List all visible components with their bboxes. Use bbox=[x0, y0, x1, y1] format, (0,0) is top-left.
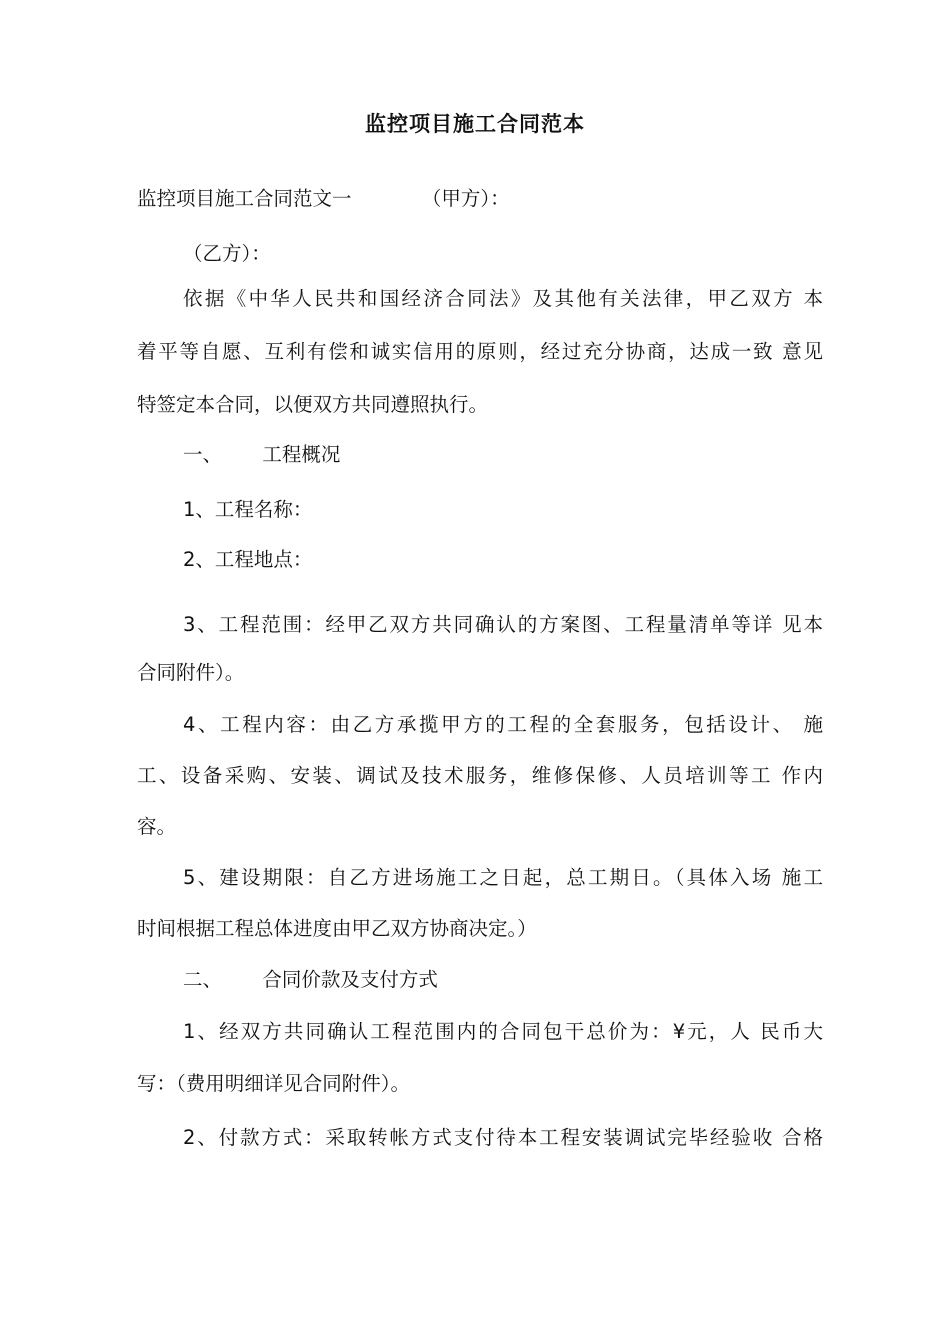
intro-line-3: 特签定本合同，以便双方共同遵照执行。 bbox=[137, 393, 489, 416]
item-4-line-3: 容。 bbox=[137, 815, 177, 838]
item-1-project-name: 1、工程名称： bbox=[183, 498, 313, 521]
payment-1-line-2: 写：（费用明细详见合同附件）。 bbox=[137, 1072, 411, 1095]
section-2-number: 二、 bbox=[183, 968, 223, 991]
payment-1-line-1: 1、经双方共同确认工程范围内的合同包干总价为：¥元，人 民币大 bbox=[183, 1020, 823, 1043]
item-3-line-2: 合同附件）。 bbox=[137, 661, 245, 684]
item-5-line-1: 5、建设期限：自乙方进场施工之日起，总工期日。（具体入场 施工 bbox=[183, 866, 823, 889]
party-a-label: （甲方）： bbox=[421, 187, 510, 210]
item-3-line-1: 3、工程范围：经甲乙双方共同确认的方案图、工程量清单等详 见本 bbox=[183, 613, 823, 636]
section-2-title: 合同价款及支付方式 bbox=[262, 968, 438, 991]
item-4-line-1: 4、工程内容：由乙方承揽甲方的工程的全套服务，包括设计、 施 bbox=[183, 713, 823, 736]
section-2-heading bbox=[183, 967, 883, 993]
intro-line-2: 着平等自愿、互利有偿和诚实信用的原则，经过充分协商，达成一致 意见 bbox=[137, 340, 823, 363]
party-b-label: （乙方）： bbox=[183, 242, 271, 265]
intro-line-1: 依据《中华人民共和国经济合同法》及其他有关法律，甲乙双方 本 bbox=[183, 287, 823, 310]
subtitle-text: 监控项目施工合同范文一 bbox=[137, 187, 352, 210]
document-title: 监控项目施工合同范本 bbox=[365, 112, 585, 136]
section-1-title: 工程概况 bbox=[262, 443, 341, 466]
item-2-project-location: 2、工程地点： bbox=[183, 548, 313, 571]
payment-2-line-1: 2、付款方式：采取转帐方式支付待本工程安装调试完毕经验收 合格 bbox=[183, 1126, 823, 1149]
item-4-line-2: 工、设备采购、安装、调试及技术服务，维修保修、人员培训等工 作内 bbox=[137, 764, 823, 787]
section-1-number: 一、 bbox=[183, 443, 223, 466]
item-5-line-2: 时间根据工程总体进度由甲乙双方协商决定。） bbox=[137, 917, 537, 940]
subtitle-line bbox=[137, 186, 837, 212]
section-1-heading bbox=[183, 442, 883, 468]
